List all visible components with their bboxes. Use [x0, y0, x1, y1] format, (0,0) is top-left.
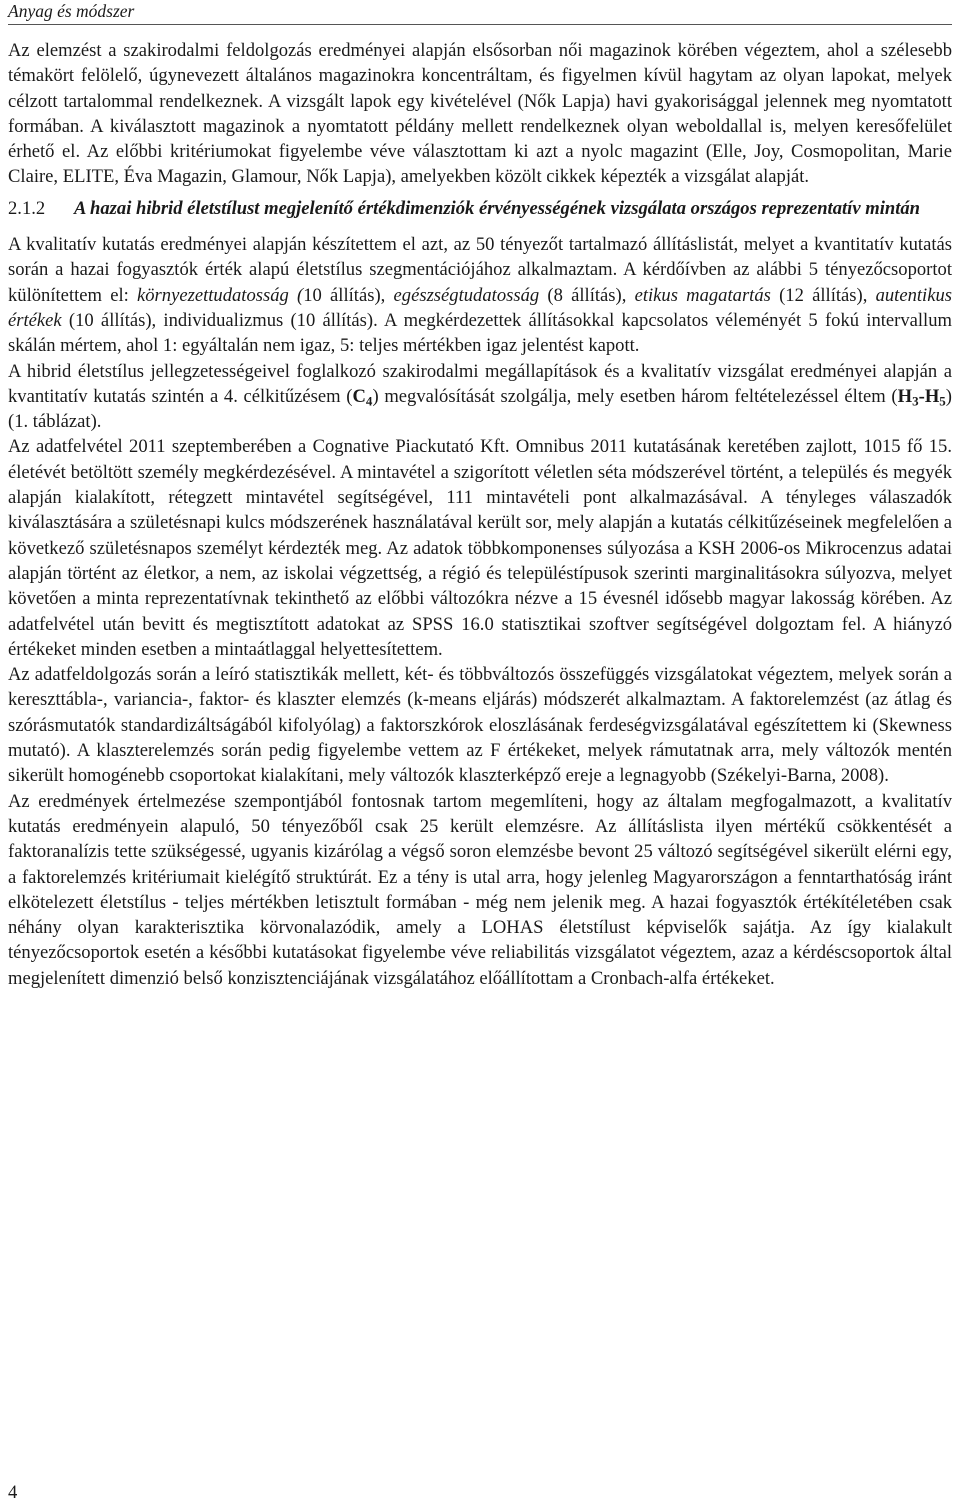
- text-run: A hibrid életstílus jellegzetességeivel foglalkozó szakirodalmi megállapítások és a kvalitatív vizsgálat eredményei alapján a kvantitatív kutatás szintén a 4. célkitűzésem (: [8, 360, 952, 407]
- text-run: (10 állítás), individualizmus (10 állítás). A megkérdezettek állításokkal kapcsolatos véleményét 5 fokú intervallum skálán mértem, ahol 1: egyáltalán nem igaz, 5: teljes mértékben igaz jelentést kapott.: [8, 309, 952, 357]
- paragraph-interpretation: Az eredmények értelmezése szempontjából fontosnak tartom megemlíteni, hogy az általam megfogalmazott, a kvalitatív kutatás eredményein alapuló, 50 tényezőből csak 25 került elemzésre. Az állításlista ilyen mértékű csökkentését a faktoranalízis tette szükségessé, ugyanis kizárólag a végső soron elemzésbe bevont 25 változó segítségével sikerült elérni egy, a faktorelemzés kritériumait kielégítő struktúrát. Ez a tény is utal arra, hogy jelenleg Magyarországon a fenntarthatóság iránt elkötelezett életstílus - teljes mértékben letisztult formában - még nem jelenik meg. A hazai fogyasztók értékítéletében csak néhány olyan karakterisztika körvonalazódik, amely a LOHAS életstílust képviselők sajátja. Az így kialakult tényezőcsoportok esetén a későbbi kutatásokat figyelembe véve reliabilitás vizsgálatot végeztem, azaz a kérdéscsoportok által megjelenített dimenzió belső konzisztenciájának vizsgálatához előállítottam a Cronbach-alfa értékeket.: [8, 790, 952, 989]
- page-number: 4: [8, 1482, 18, 1503]
- section-number: 2.1.2: [8, 197, 46, 219]
- text-run: ) (1. táblázat).: [8, 385, 952, 433]
- italic-term: egészségtudatosság: [393, 284, 540, 306]
- paragraph-data-collection: Az adatfelvétel 2011 szeptemberében a Cognative Piackutató Kft. Omnibus 2011 kutatásának keretében zajlott, 1015 fő 15. életévét betöltött személy megkérdezésével. A mintavétel a szigorított véletlen séta módszerével történt, a település és megyék alapján kialakított, rétegzett mintavétel segítségével, 111 mintavételi pont alkalmazásával. A tényleges válaszadók kiválasztására a születésnapi kulcs módszerének használatával került sor, mely alapján a kutatás célkitűzéseinek megfelelően a következő születésnapos személyt kérdezték meg. Az adatok többkomponenses súlyozása a KSH 2006-os Mikrocenzus adatai alapján történt az életkor, a nem, az iskolai végzettség, a régió és településtípusok szerinti marginalitásokra súlyozva, melyet követően a minta reprezentatívnak tekinthető az előbbi változókra nézve a 15 évesnél idősebb magyar lakosság körében. Az adatfelvétel után bevitt és megtisztított adatokat az SPSS 16.0 statisztikai szoftver segítségével dolgoztam fel. A hiányzó értékeket minden esetben a mintaátlaggal helyettesítettem.: [8, 436, 952, 660]
- italic-term: autentikus értékek: [8, 284, 953, 331]
- hypothesis-symbol: $H_3-H_5$: [897, 385, 946, 409]
- text-run: ) megvalósítását szolgálja, mely esetben három feltételezéssel éltem (: [372, 385, 898, 407]
- document-body: [8, 38, 952, 991]
- section-title: A hazai hibrid életstílust megjelenítő értékdimenziók érvényességének vizsgálata országos reprezentatív mintán: [74, 197, 921, 219]
- paragraph-analysis: Az adatfeldolgozás során a leíró statisztikák mellett, két- és többváltozós összefüggés vizsgálatokat végeztem, melyek során a kereszttábla-, variancia-, faktor- és klaszter elemzés (k-means eljárás) módszerét alkalmaztam. A faktorelemzést (az átlag és szórásmutatók standardizáltságából kifolyólag) a faktorszkórok eloszlásának ferdeségvizsgálatával egészítettem ki (Skewness mutató). A klaszterelemzés során pedig figyelembe vettem az F értékeket, melyek rámutatnak arra, mely változók mentén sikerült homogénebb csoportokat kialakítani, mely változók klaszterképző ereje a legnagyobb (Székelyi-Barna, 2008).: [8, 664, 952, 787]
- italic-term: környezettudatosság (: [137, 284, 304, 306]
- objective-symbol: $C_4$: [352, 385, 373, 409]
- section-heading: [8, 196, 952, 221]
- running-header: Anyag és módszer: [8, 0, 952, 25]
- paragraph-intro: Az elemzést a szakirodalmi feldolgozás eredményei alapján elsősorban női magazinok körében végeztem, ahol a szélesebb témakört felölelő, úgynevezett általános magazinokra koncentráltam, és figyelmen kívül hagytam az olyan lapokat, melyek célzott tartalommal rendelkeznek. A vizsgált lapok egy kivételével (Nők Lapja) havi gyakorisággal jelennek meg nyomtatott formában. A kiválasztott magazinok a nyomtatott példány mellett rendelkeznek olyan weboldallal is, melyen keresőfelület érhető el. Az előbbi kritériumokat figyelembe véve választottam ki azt a nyolc magazint (Elle, Joy, Cosmopolitan, Marie Claire, ELITE, Éva Magazin, Glamour, Nők Lapja), amelyekben közölt cikkek képezték a vizsgálat alapját.: [8, 40, 952, 188]
- italic-term: etikus magatartás: [634, 284, 771, 306]
- text-run: (8 állítás),: [539, 284, 635, 306]
- paragraph-objective: [8, 359, 952, 435]
- paragraph-factor-groups: [8, 232, 952, 358]
- text-run: (12 állítás),: [770, 284, 876, 306]
- text-run: A kvalitatív kutatás eredményei alapján készítettem el azt, az 50 tényezőt tartalmazó állításlistát, melyet a kvantitatív kutatás során a hazai fogyasztók érték alapú életstílus szegmentációjához alkalmaztam. A kérdőívben az alábbi 5 tényezőcsoportot különítettem el:: [8, 234, 952, 306]
- text-run: 10 állítás),: [303, 284, 394, 306]
